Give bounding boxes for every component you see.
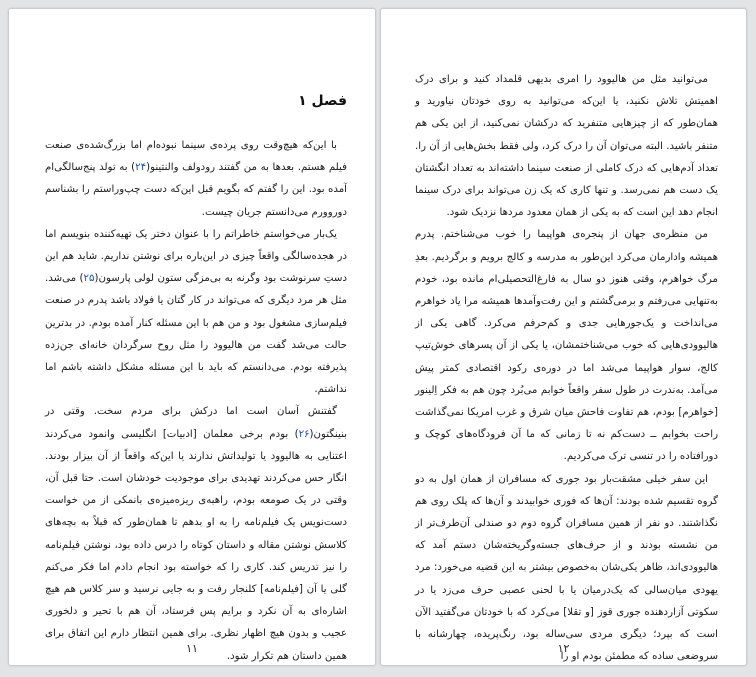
paragraph: می‌توانید مثل من هالیوود را امری بدیهی قلمداد کنید و برای درک اهمیتش تلاش نکنید، یا این‌که می‌توانید به روی خودتان نیاورید و همان‌طور که از چیزهایی متنفرید که درکشان نمی‌کنید، از این یکی هم متنفر باشید. البته می‌توان آن را درک کرد، ولی فقط بخش‌هایی از آن را. تعداد آدم‌هایی که درک کاملی از صنعت سینما داشته‌اند به تعداد انگشتان یک دست هم نمی‌رسد. و تنها کاری که یک زن می‌تواند برای درک سینما انجام دهد این است که به یکی از همان معدود مردها نزدیک شود. xyxy=(415,74,718,219)
paragraph-text: گفتنش آسان است اما درکش برای مردم سخت. وقتی در بنینگتون( xyxy=(45,406,347,440)
footnote-link[interactable]: ۲۴ xyxy=(135,162,147,174)
paragraph-text: ) به تولد پنج‌سالگی‌ام آمده بود. این را گفتم که بگویم قبل این‌که دست چپ‌وراستم را بشناسم دوروورم می‌دانستم جریان چیست. xyxy=(45,162,347,218)
paragraph-text: ) بودم برخی معلمان [ادبیات] انگلیسی وانمود می‌کردند اعتنایی به هالیوود یا تولیداتش ندارند یا این‌که واقعاً از آن بیزار بودند. انگار حس می‌کردند تهدیدی برای موجودیت خودشان است. حتا قبل آن، وقتی در یک صومعه بودم، راهبه‌ی ریزه‌میزه‌ی بانمکی از من خواست دست‌نویس یک فیلم‌نامه را به او بدهم تا همان‌طور که قبلاً به بچه‌های کلاسش نوشتن مقاله و داستان کوتاه را درس داده بود، نوشتن فیلم‌نامه را نیز تدریس کند. کاری را که خواسته بود انجام دادم اما فکر می‌کنم گلی یا آن [فیلم‌نامه] کلنجار رفت و به جایی نرسید و سر کلاس هم هیچ اشاره‌ای به آن نکرد و برایم پس فرستاد، آن هم با تحیر و دلخوری عجیب و بدون هیچ اظهار نظری. برای همین انتظار دارم این اتفاق برای همین داستان هم تکرار شود. xyxy=(45,428,347,662)
footnote-link[interactable]: ۲۶ xyxy=(298,428,310,440)
right-page xyxy=(380,8,747,666)
footnote-link[interactable]: ۲۵ xyxy=(83,273,95,285)
left-page-body xyxy=(45,135,347,668)
left-page xyxy=(8,8,376,666)
chapter-title: فصل ۱ xyxy=(298,93,347,109)
paragraph xyxy=(45,135,347,224)
right-page-body xyxy=(415,69,718,668)
page-number: ۱۱ xyxy=(186,642,198,655)
paragraph xyxy=(45,401,347,667)
paragraph-text: با این‌که هیچ‌وقت روی پرده‌ی سینما نبوده‌ام اما بزرگ‌شده‌ی صنعت فیلم هستم. بعدها به من گفتند رودولف والنتینو( xyxy=(45,140,347,174)
page-number: ۱۲ xyxy=(557,642,570,655)
paragraph-text: یک‌بار می‌خواستم خاطراتم را با عنوان دختر یک تهیه‌کننده بنویسم اما در هجده‌سالگی واقعاً چیزی در این‌باره برای نوشتن نداریم. شاید هم این دستِ سرنوشت بود وگرنه به بی‌مزگی ستون لولی پارسون( xyxy=(45,228,347,285)
paragraph: من منظره‌ی جهان از پنجره‌ی هواپیما را خوب می‌شناختم. پدرم همیشه وادارمان می‌کرد این‌طور به مدرسه و کالج برویم و برگردیم. بعدِ مرگ خواهرم، وقتی هنوز دو سال به فارغ‌التحصیلی‌ام مانده بود، خودم به‌تنهایی می‌رفتم و برمی‌گشتم و این رفت‌وآمدها همیشه مرا یاد خواهرم می‌انداخت و یک‌جورهایی جدی و کم‌حرفم می‌کرد. گاهی یکی از هالیوودی‌هایی که خوب می‌شناختمشان، یا یکی از آن پسرهای خوش‌تیپ کالج، سوار هواپیما می‌شد اما در دوره‌ی رکود اقتصادی کمتر پیش می‌آمد. به‌ندرت در طول سفر واقعاً خوابم می‌بُرد چون هم به فکر اِلینور [خواهرم] بودم، هم تفاوت فاحش میان شرق و غرب امریکا نمی‌گذاشت راحت بخوابم ــ دست‌کم نه تا زمانی که ما آن فرودگاه‌های کوچک و دورافتاده را در تنسی ترک می‌کردیم. xyxy=(415,229,718,463)
paragraph-text: ) می‌شد. مثل هر مرد دیگری که می‌تواند در کار گتان یا فولاد باشد پدرم در صنعت فیلم‌سازی مشغول بود و من هم با این مسئله کنار آمده بودم. در بدترین حالت می‌شد گفت من هالیوود را مثل روح سرگردان خانه‌ای جن‌زده پذیرفته بودم. می‌دانستم که باید با این مسئله مشکل داشته باشم اما نداشتم. xyxy=(45,273,347,396)
paragraph: این سفر خیلی مشقت‌بار بود جوری که مسافران از همان اول به دو گروه تقسیم شده بودند: آن‌ها که فوری خوابیدند و آن‌ها که پلک روی هم نگذاشتند. دو نفر از همین مسافران گروه دوم دو صندلی آن‌طرف‌تر از من نشسته بودند و از حرف‌های جسته‌وگریخته‌شان دستم آمد که هالیوودی‌اند، ظاهر یکی‌شان به‌خصوص بیشتر به این قضیه می‌خورد: مرد یهودی میان‌سالی که یک‌درمیان یا با لحنی عصبی حرف می‌زد یا در سکوتی آزاردهنده جوری قوز [و تقلا] می‌کرد که با خودتان می‌گفتید الآن است که بپرد؛ دیگری مردی سی‌ساله بود، رنگ‌پریده، چهارشانه با سروضعی ساده که مطمئن بودم او را xyxy=(415,473,718,663)
paragraph xyxy=(45,224,347,402)
